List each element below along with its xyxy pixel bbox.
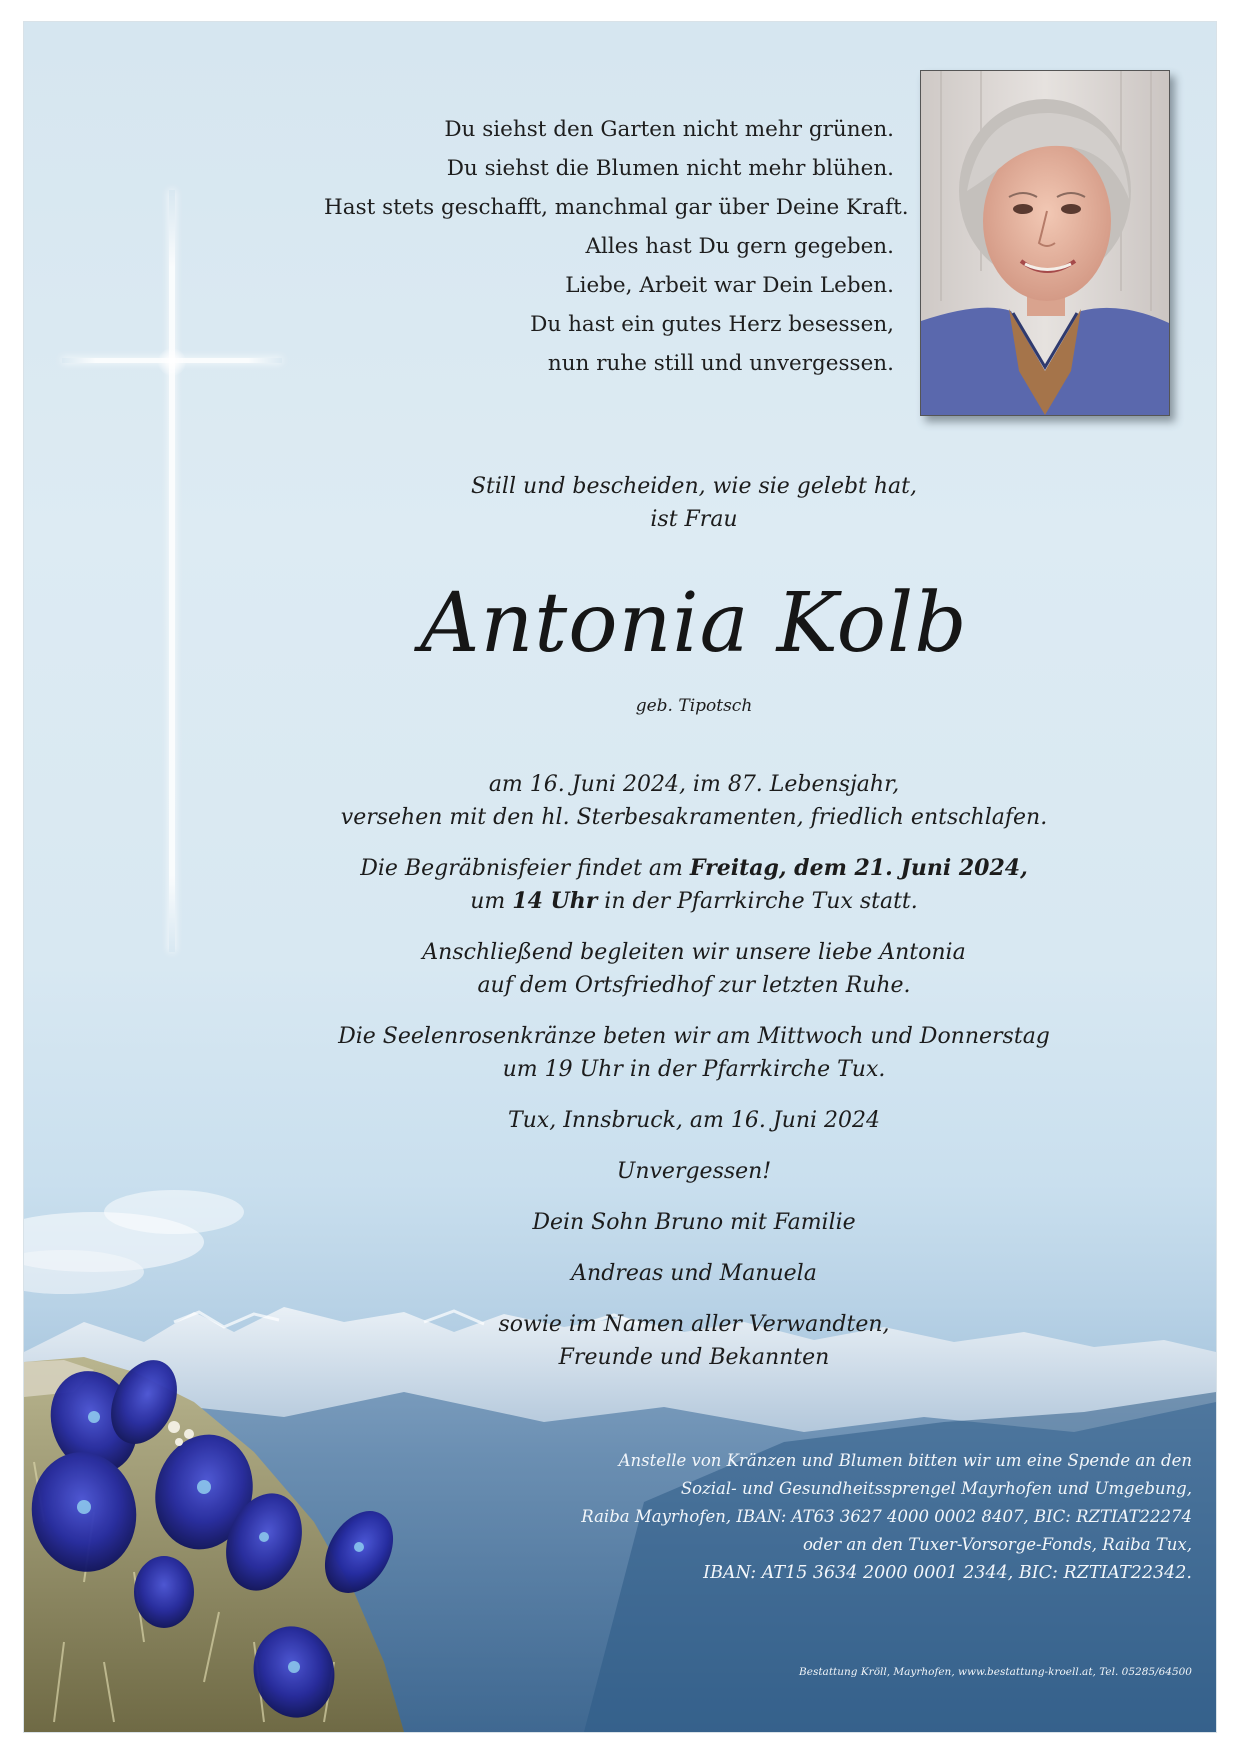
relatives-line: Freunde und Bekannten [558,1345,830,1370]
donation-line: Anstelle von Kränzen und Blumen bitten wir um eine Spende an den [618,1451,1192,1470]
portrait-photo [920,70,1170,416]
memorial-poem [324,110,909,383]
unforgotten-text: Unvergessen! [616,1159,772,1184]
relatives-line: sowie im Namen aller Verwandten, [498,1312,890,1337]
funeral-prefix: Die Begräbnisfeier findet am [360,856,690,881]
poem-line: Hast stets geschafft, manchmal gar über Deine Kraft. [324,195,909,220]
funeral-notice [324,852,1064,918]
funeral-date: Freitag, dem 21. Juni 2024, [689,855,1028,881]
donation-line: IBAN: AT15 3634 2000 0001 2344, BIC: RZTIAT22342. [703,1563,1192,1583]
poem-line: Liebe, Arbeit war Dein Leben. [565,273,894,298]
poem-line: Du siehst die Blumen nicht mehr blühen. [446,156,894,181]
light-cross-vertical [169,190,175,952]
birth-name: geb. Tipotsch [635,696,753,716]
mourner-relatives [324,1308,1064,1374]
intro-text [324,470,1064,536]
poem-line: Du hast ein gutes Herz besessen, [530,312,894,337]
funeral-home-credit: Bestattung Kröll, Mayrhofen, www.bestattung-kroell.at, Tel. 05285/64500 [799,1666,1192,1678]
funeral-line2-prefix: um [470,889,513,914]
rosary-notice [324,1020,1064,1086]
deceased-name: Antonia Kolb [420,576,968,671]
rosary-line: um 19 Uhr in der Pfarrkirche Tux. [502,1057,886,1082]
poem-line: nun ruhe still und unvergessen. [547,351,894,376]
burial-line: Anschließend begleiten wir unsere liebe Antonia [422,940,966,965]
burial-notice [324,936,1064,1002]
place-date: Tux, Innsbruck, am 16. Juni 2024 [507,1108,881,1133]
funeral-time: 14 Uhr [512,888,598,914]
death-line: am 16. Juni 2024, im 87. Lebensjahr, [488,772,900,797]
obituary-details [324,768,1064,1392]
portrait-illustration [921,71,1169,415]
mourner-others: Andreas und Manuela [571,1261,817,1286]
rosary-line: Die Seelenrosenkränze beten wir am Mittwoch und Donnerstag [338,1024,1050,1049]
death-notice [324,768,1064,834]
donation-line: Sozial- und Gesundheitssprengel Mayrhofen und Umgebung, [680,1479,1192,1498]
donation-line: Raiba Mayrhofen, IBAN: AT63 3627 4000 0002 8407, BIC: RZTIAT22274 [581,1507,1192,1526]
poem-line: Alles hast Du gern gegeben. [585,234,894,259]
funeral-line2-suffix: in der Pfarrkirche Tux statt. [597,889,918,914]
poem-line: Du siehst den Garten nicht mehr grünen. [444,117,894,142]
obituary-card [24,22,1216,1732]
burial-line: auf dem Ortsfriedhof zur letzten Ruhe. [477,973,911,998]
death-line: versehen mit den hl. Sterbesakramenten, friedlich entschlafen. [340,805,1048,830]
cross-glow [158,348,186,376]
intro-line: ist Frau [650,507,738,532]
donation-line: oder an den Tuxer-Vorsorge-Fonds, Raiba Tux, [802,1535,1192,1554]
donation-note [452,1447,1192,1587]
intro-line: Still und bescheiden, wie sie gelebt hat, [470,474,918,499]
mourner-son: Dein Sohn Bruno mit Familie [532,1210,856,1235]
